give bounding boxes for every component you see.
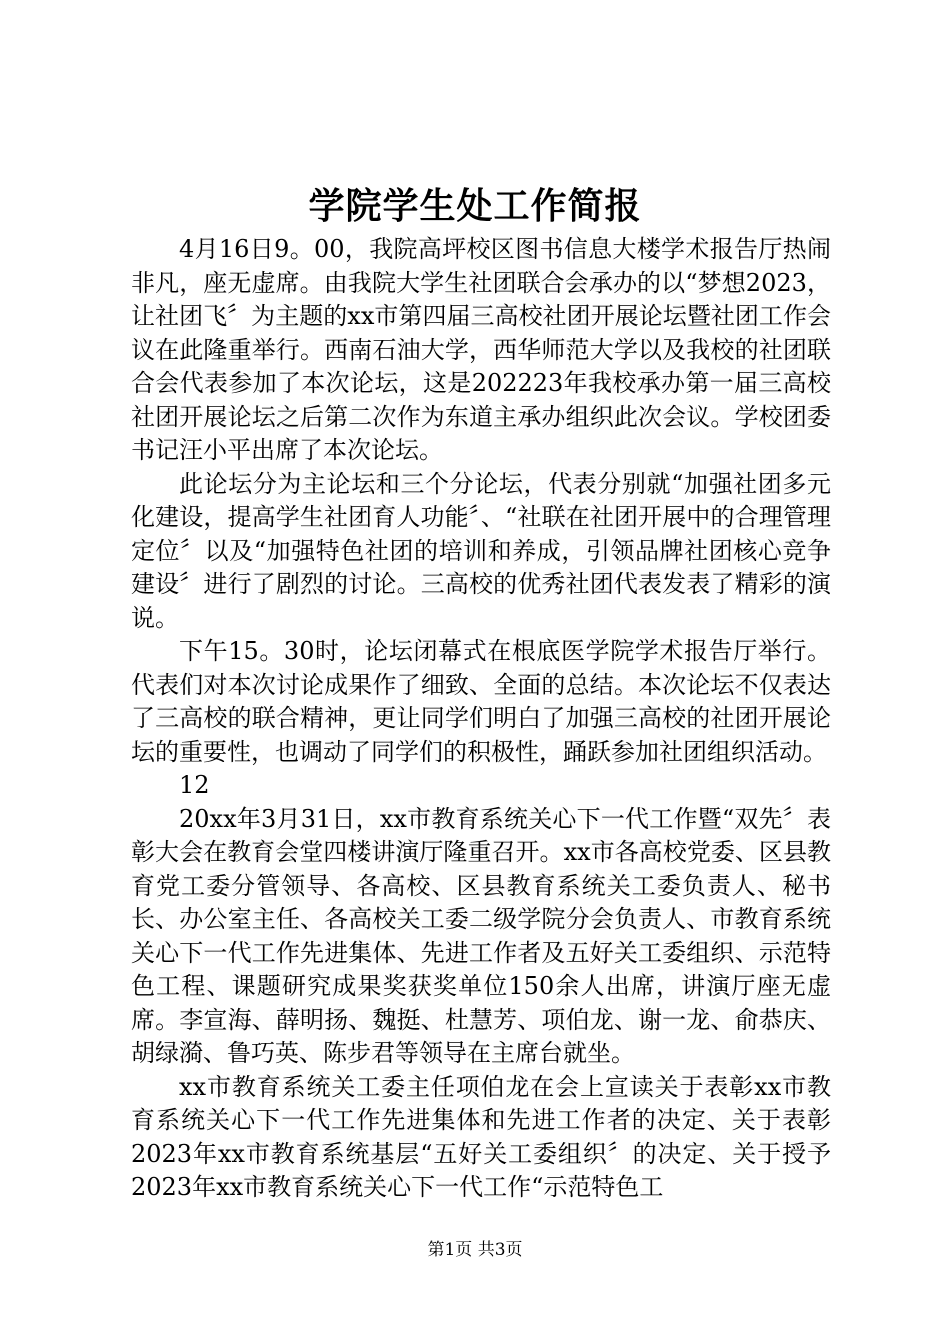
page-number-footer: 第1页 共3页 — [427, 1240, 523, 1260]
paragraph-forum-opening: 4月16日9。00，我院高坪校区图书信息大楼学术报告厅热闹非凡，座无虚席。由我院大学生社团联合会承办的以“梦想2023，让社团飞〞为主题的xx市第四届三高校社团开展论坛暨社团工作会议在此隆重举行。西南石油大学，西华师范大学以及我校的社团联合会代表参加了本次论坛，这是202223年我校承办第一届三高校社团开展论坛之后第二次作为东道主承办组织此次会议。学校团委书记汪小平出席了本次论坛。 — [131, 235, 831, 464]
paragraph-forum-sessions: 此论坛分为主论坛和三个分论坛，代表分别就“加强社团多元化建设，提高学生社团育人功能〞、“社联在社团开展中的合理管理定位〞以及“加强特色社团的培训和养成，引领品牌社团核心竞争建设〞进行了剧烈的讨论。三高校的优秀社团代表发表了精彩的演说。 — [131, 469, 831, 632]
paragraph-award-announcement: xx市教育系统关工委主任项伯龙在会上宣读关于表彰xx市教育系统关心下一代工作先进集体和先进工作者的决定、关于表彰2023年xx市教育系统基层“五好关工委组织〞的决定、关于授予2023年xx市教育系统关心下一代工作“示范特色工 — [131, 1072, 831, 1201]
document-body — [131, 233, 831, 1205]
paragraph-forum-closing: 下午15。30时，论坛闭幕式在根底医学院学术报告厅举行。代表们对本次讨论成果作了细致、全面的总结。本次论坛不仅表达了三高校的联合精神，更让同学们明白了加强三高校的社团开展论坛的重要性，也调动了同学们的积极性，踊跃参加社团组织活动。 — [131, 637, 831, 766]
paragraph-section-number: 12 — [179, 771, 210, 799]
document-title: 学院学生处工作简报 — [308, 185, 642, 228]
paragraph-award-meeting: 20xx年3月31日，xx市教育系统关心下一代工作暨“双先〞表彰大会在教育会堂四楼讲演厅隆重召开。xx市各高校党委、区县教育党工委分管领导、各高校、区县教育系统关工委负责人、秘书长、办公室主任、各高校关工委二级学院分会负责人、市教育系统关心下一代工作先进集体、先进工作者及五好关工委组织、示范特色工程、课题研究成果奖获奖单位150余人出席，讲演厅座无虚席。李宣海、薛明扬、魏挺、杜慧芳、项伯龙、谢一龙、俞恭庆、胡绿漪、鲁巧英、陈步君等领导在主席台就坐。 — [131, 804, 831, 1067]
